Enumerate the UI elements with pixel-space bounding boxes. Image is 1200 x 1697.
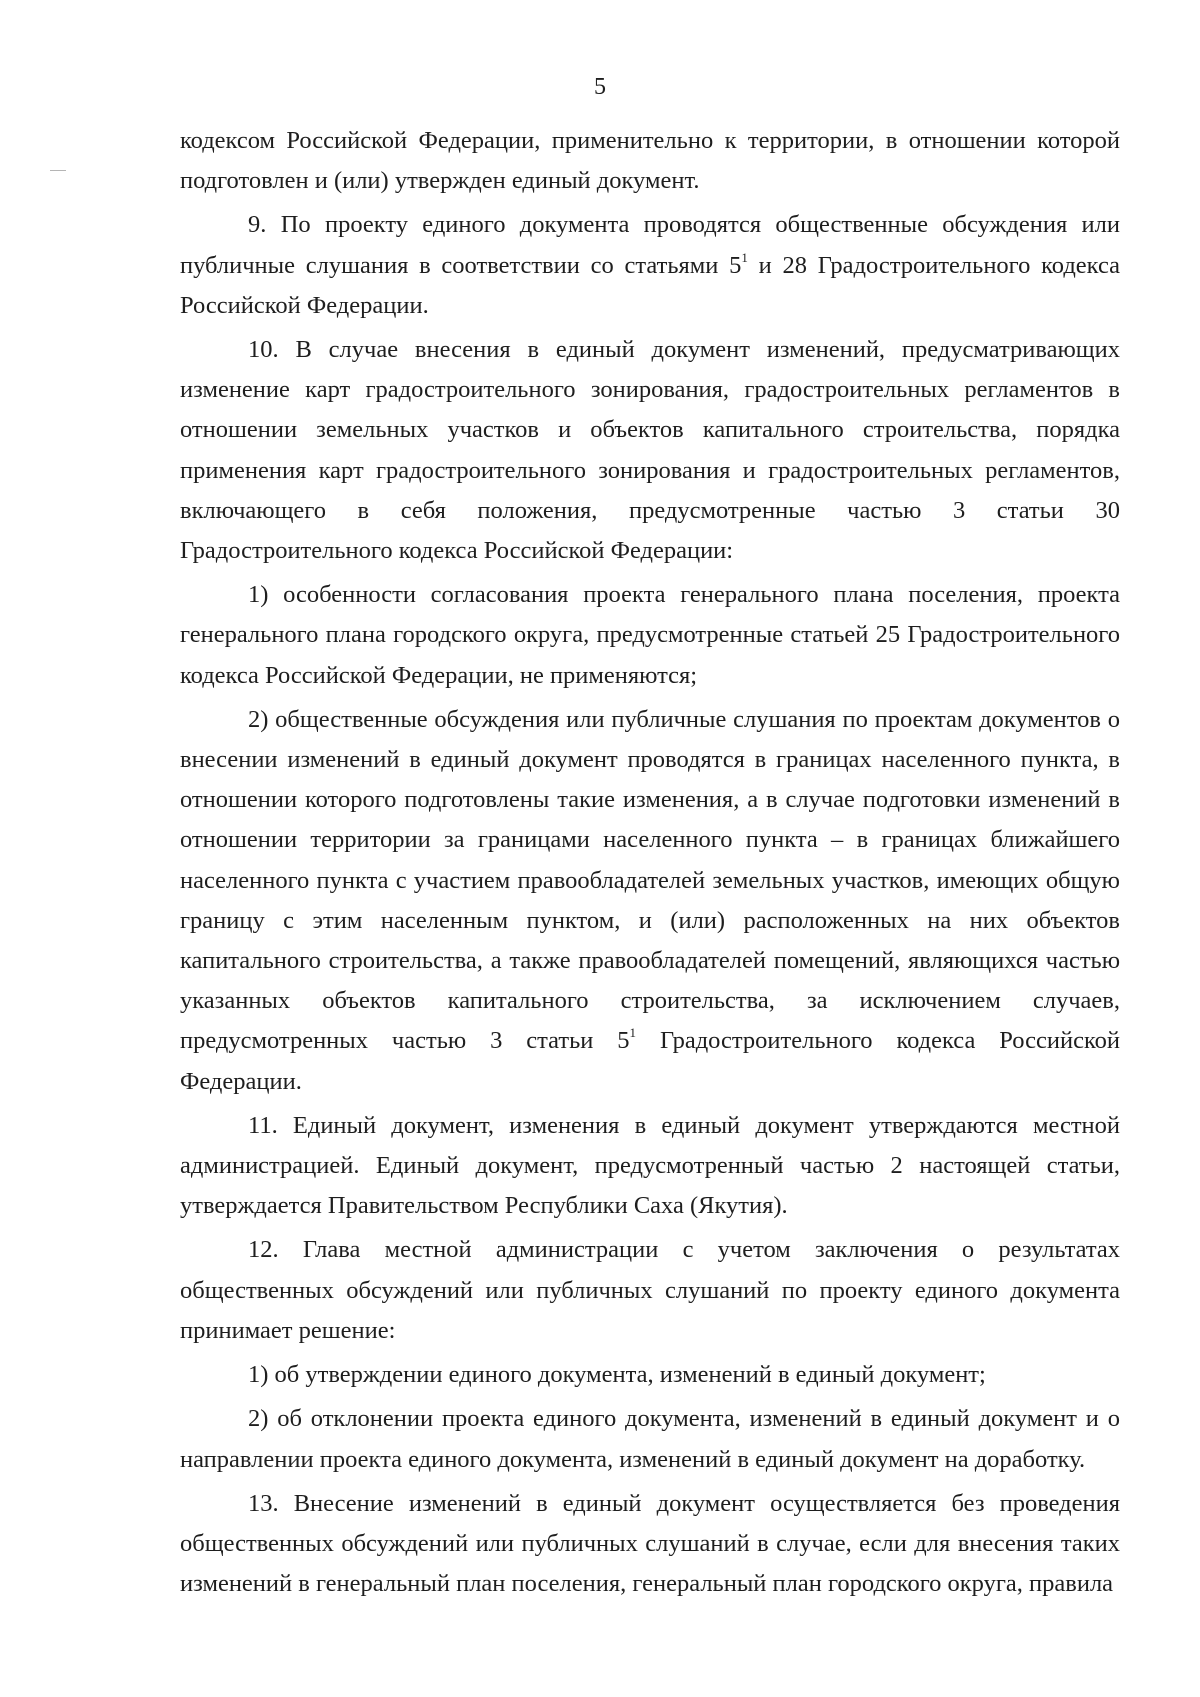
paragraph-10-item-2-text: 2) общественные обсуждения или публичные слушания по проектам документов о внесении изменений в единый документ проводятся в границах населенного пункта, в отношении которого подготовлены такие изменения, а в случае подготовки изменений в отношении территории за границами населенного пункта – в границах ближайшего населенного пункта с участием правообладателей земельных участков, имеющих общую границу с этим населенным пунктом, и (или) расположенных на них объектов капитального строительства, а также правообладателей помещений, являющихся частью указанных объектов капитального строительства, за исключением случаев, предусмотренных частью 3 статьи 5 (180, 705, 1120, 1055)
paragraph-12: 12. Глава местной администрации с учетом заключения о результатах общественных обсуждений или публичных слушаний по проекту единого документа принимает решение: (180, 1236, 1120, 1344)
superscript: 1 (629, 1025, 637, 1041)
document-body (180, 121, 1120, 1604)
margin-mark (50, 170, 66, 171)
paragraph-10-item-2 (180, 700, 1120, 1102)
paragraph-continuation: кодексом Российской Федерации, применительно к территории, в отношении которой подготовлен и (или) утвержден единый документ. (180, 127, 1120, 195)
paragraph-10: 10. В случае внесения в единый документ изменений, предусматривающих изменение карт градостроительного зонирования, градостроительных регламентов в отношении земельных участков и объектов капитального строительства, порядка применения карт градостроительного зонирования и градостроительных регламентов, включающего в себя положения, предусмотренные частью 3 статьи 30 Градостроительного кодекса Российской Федерации: (180, 336, 1120, 565)
superscript: 1 (741, 249, 748, 265)
paragraph-12-item-1: 1) об утверждении единого документа, изменений в единый документ; (248, 1361, 986, 1389)
paragraph-13: 13. Внесение изменений в единый документ осуществляется без проведения общественных обсуждений или публичных слушаний в случае, если для внесения таких изменений в генеральный план поселения, генеральный план городского округа, правила (180, 1489, 1120, 1598)
paragraph-10-item-1: 1) особенности согласования проекта генерального плана поселения, проекта генерального плана городского округа, предусмотренные статьей 25 Градостроительного кодекса Российской Федерации, не применяются; (180, 581, 1120, 689)
paragraph-9 (180, 205, 1120, 326)
page-number: 5 (594, 74, 606, 100)
paragraph-9-text-end: и 28 Градостроительного кодекса Российской Федерации. (180, 251, 1121, 319)
paragraph-12-item-2: 2) об отклонении проекта единого документа, изменений в единый документ и о направлении проекта единого документа, изменений в единый документ на доработку. (180, 1405, 1120, 1473)
paragraph-9-text: 9. По проекту единого документа проводятся общественные обсуждения или публичные слушания в соответствии со статьями 5 (180, 211, 1120, 279)
paragraph-10-item-2-text-end: Градостроительного кодекса Российской Федерации. (180, 1027, 1120, 1095)
paragraph-11: 11. Единый документ, изменения в единый документ утверждаются местной администрацией. Единый документ, предусмотренный частью 2 настоящей статьи, утверждается Правительством Республики Саха (Якутия). (180, 1111, 1120, 1220)
